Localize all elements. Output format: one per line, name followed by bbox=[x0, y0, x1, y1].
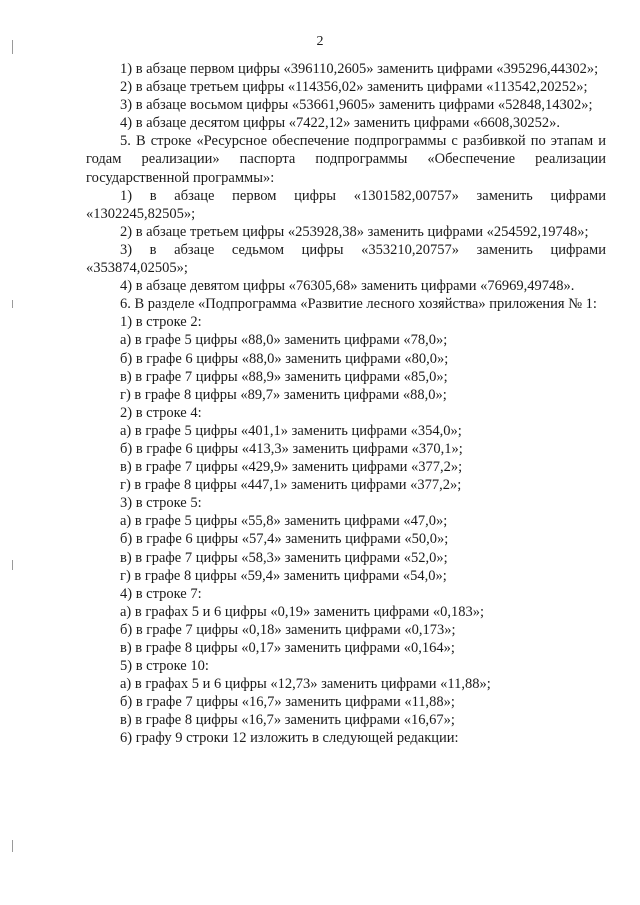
document-body bbox=[86, 60, 606, 748]
text-line: а) в графах 5 и 6 цифры «0,19» заменить цифрами «0,183»; bbox=[120, 603, 485, 620]
text-line: б) в графе 6 цифры «57,4» заменить цифрами «50,0»; bbox=[120, 531, 449, 548]
text-line: в) в графе 8 цифры «16,7» заменить цифрами «16,67»; bbox=[120, 712, 455, 729]
text-line: 5) в строке 10: bbox=[120, 658, 209, 675]
text-paragraph: 6. В разделе «Подпрограмма «Развитие лесного хозяйства» приложения № 1: bbox=[120, 296, 597, 313]
text-line: в) в графе 7 цифры «58,3» заменить цифрами «52,0»; bbox=[120, 549, 448, 566]
text-line: 4) в строке 7: bbox=[120, 585, 202, 602]
text-line: 6) графу 9 строки 12 изложить в следующей редакции: bbox=[120, 730, 459, 747]
text-line: б) в графе 6 цифры «88,0» заменить цифрами «80,0»; bbox=[120, 350, 449, 367]
margin-mark bbox=[12, 300, 13, 308]
text-paragraph: 3) в абзаце восьмом цифры «53661,9605» заменить цифрами «52848,14302»; bbox=[120, 97, 593, 114]
text-line: 2) в строке 4: bbox=[120, 404, 202, 421]
text-paragraph: 1) в абзаце первом цифры «1301582,00757» заменить цифрами «1302245,82505»; bbox=[86, 187, 606, 222]
text-line: г) в графе 8 цифры «447,1» заменить цифрами «377,2»; bbox=[120, 477, 462, 494]
text-line: в) в графе 7 цифры «429,9» заменить цифрами «377,2»; bbox=[120, 459, 463, 476]
text-line: а) в графе 5 цифры «401,1» заменить цифрами «354,0»; bbox=[120, 422, 462, 439]
text-line: в) в графе 8 цифры «0,17» заменить цифрами «0,164»; bbox=[120, 640, 455, 656]
margin-mark bbox=[12, 840, 13, 852]
text-paragraph: 5. В строке «Ресурсное обеспечение подпрограммы с разбивкой по этапам и годам реализации» паспорта подпрограммы «Обеспечение реализации государственной программы»: bbox=[86, 133, 606, 186]
text-paragraph: 2) в абзаце третьем цифры «253928,38» заменить цифрами «254592,19748»; bbox=[120, 223, 589, 240]
text-line: г) в графе 8 цифры «59,4» заменить цифрами «54,0»; bbox=[120, 567, 447, 584]
text-line: б) в графе 7 цифры «0,18» заменить цифрами «0,173»; bbox=[120, 621, 456, 638]
text-line: а) в графах 5 и 6 цифры «12,73» заменить цифрами «11,88»; bbox=[120, 676, 491, 693]
text-paragraph: 1) в абзаце первом цифры «396110,2605» заменить цифрами «395296,44302»; bbox=[120, 61, 599, 77]
margin-mark bbox=[12, 560, 13, 570]
text-line: 1) в строке 2: bbox=[120, 314, 202, 331]
text-line: б) в графе 7 цифры «16,7» заменить цифрами «11,88»; bbox=[120, 694, 455, 711]
text-line: 4) в абзаце девятом цифры «76305,68» заменить цифрами «76969,49748». bbox=[120, 278, 575, 295]
text-paragraph: 2) в абзаце третьем цифры «114356,02» заменить цифрами «113542,20252»; bbox=[120, 79, 588, 96]
text-line: а) в графе 5 цифры «55,8» заменить цифрами «47,0»; bbox=[120, 513, 448, 530]
text-line: г) в графе 8 цифры «89,7» заменить цифрами «88,0»; bbox=[120, 386, 447, 403]
text-line: в) в графе 7 цифры «88,9» заменить цифрами «85,0»; bbox=[120, 368, 448, 385]
margin-mark bbox=[12, 40, 13, 54]
text-line: 3) в строке 5: bbox=[120, 495, 202, 512]
text-line: б) в графе 6 цифры «413,3» заменить цифрами «370,1»; bbox=[120, 440, 463, 457]
page-number: 2 bbox=[316, 34, 324, 49]
text-line: а) в графе 5 цифры «88,0» заменить цифрами «78,0»; bbox=[120, 332, 448, 349]
text-paragraph: 3) в абзаце седьмом цифры «353210,20757» заменить цифрами «353874,02505»; bbox=[86, 241, 606, 277]
text-line: 4) в абзаце десятом цифры «7422,12» заменить цифрами «6608,30252». bbox=[120, 115, 560, 132]
